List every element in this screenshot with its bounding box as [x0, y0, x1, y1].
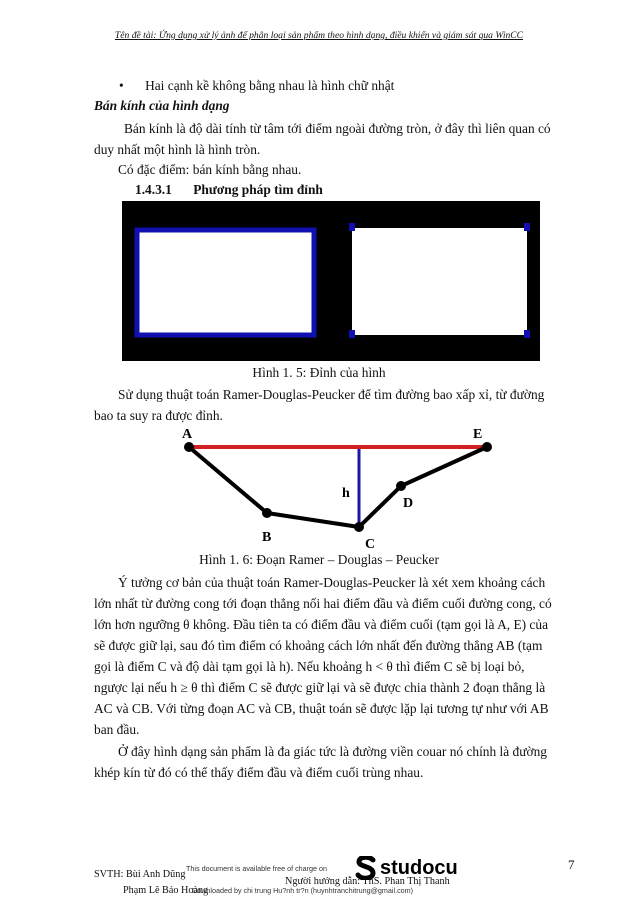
label-d: D — [403, 496, 414, 511]
figure-rdp-diagram — [176, 424, 496, 554]
studocu-logo[interactable] — [355, 856, 458, 880]
point-c — [354, 522, 364, 532]
figure-caption-2: Hình 1. 6: Đoạn Ramer – Douglas – Peucker — [199, 552, 439, 567]
paragraph-line: duy nhất một hình là hình tròn. — [94, 142, 261, 157]
point-a — [184, 442, 194, 452]
label-a: A — [182, 427, 193, 442]
blue-outline-rectangle — [137, 230, 314, 335]
white-rectangle — [352, 228, 527, 335]
page-header: Tên đề tài: Ứng dụng xử lý ảnh để phân loại sản phẩm theo hình dạng, điều khiển và giám sát qua WinCC — [114, 30, 524, 41]
footer-available-notice: This document is available free of charge on — [186, 864, 328, 873]
curve-polyline — [189, 447, 487, 527]
point-d — [396, 481, 406, 491]
paragraph-line: Ý tưởng cơ bản của thuật toán Ramer-Douglas-Peucker là xét xem khoảng cách — [118, 575, 546, 590]
paragraph-line: bao ta suy ra được đỉnh. — [94, 408, 223, 423]
label-b: B — [262, 530, 272, 545]
vertex-marker — [349, 223, 355, 231]
vertex-marker — [524, 330, 530, 338]
subsection-number: 1.4.3.1 — [135, 182, 172, 197]
rdp-diagram-svg — [176, 424, 496, 554]
vertex-marker — [524, 223, 530, 231]
paragraph-line: lớn nhất từ đường cong tới đoạn thẳng nối hai điểm đầu và điểm cuối đường cong, có — [94, 596, 552, 611]
figure-caption-1: Hình 1. 5: Đỉnh của hình — [252, 365, 386, 380]
paragraph-line: ngược lại nếu h ≥ θ thì điểm C sẽ được giữ lại và sẽ được chia thành 2 đoạn thẳng là — [94, 680, 546, 695]
paragraph-line: ban đầu. — [94, 722, 140, 737]
paragraph-line: lớn hơn ngưỡng θ không. Đầu tiên ta có điểm đầu và điểm cuối (tạm gọi là A, E) của — [94, 617, 549, 632]
section-heading: Bán kính của hình dạng — [94, 98, 230, 113]
subsection-title: Phương pháp tìm đỉnh — [193, 182, 323, 197]
paragraph-line: sẽ được giữ lại, sau đó tìm điểm có khoảng cách lớn nhất đến đường thẳng AB (tạm — [94, 638, 543, 653]
label-c: C — [365, 537, 376, 552]
point-e — [482, 442, 492, 452]
label-e: E — [473, 427, 483, 442]
paragraph-line: AC và CB. Với từng đoạn AC và CB, thuật toán sẽ được lặp lại tương tự như với AB — [94, 701, 549, 716]
figure-vertices — [122, 201, 540, 361]
paragraph-line: gọi là điểm C và độ dài tạm gọi là h). Nếu khoảng h < θ thì điểm C sẽ bị loại bỏ, — [94, 659, 525, 674]
footer-advisor: Người hướng dẫn: ThS. Phan Thị Thanh — [285, 876, 450, 887]
footer-download-notice: Downloaded by chi trung Hu?nh tr?n (huynhtranchitrung@gmail.com) — [192, 886, 414, 895]
bullet-glyph: • — [119, 78, 124, 93]
paragraph-line: Bán kính là độ dài tính từ tâm tới điểm ngoài đường tròn, ở đây thì liên quan có — [124, 121, 551, 136]
paragraph-line: Có đặc điểm: bán kính bằng nhau. — [118, 162, 302, 177]
bullet-line — [119, 77, 394, 94]
paragraph-line: khép kín từ đó có thể thấy điểm đầu và điểm cuối trùng nhau. — [94, 765, 424, 780]
subsection-heading — [135, 181, 323, 198]
figure-vertices-svg — [122, 201, 540, 361]
studocu-logo-text: studocu — [380, 856, 458, 879]
vertex-marker — [349, 330, 355, 338]
point-b — [262, 508, 272, 518]
footer-student-1: SVTH: Bùi Anh Dũng — [94, 869, 186, 880]
page-number: 7 — [568, 857, 575, 872]
studocu-logo-icon — [355, 856, 377, 880]
label-h: h — [342, 486, 350, 501]
bullet-text: Hai cạnh kề không bằng nhau là hình chữ nhật — [145, 78, 395, 93]
footer-student-2: Phạm Lê Bảo Hoàng — [123, 885, 209, 896]
paragraph-line: Sử dụng thuật toán Ramer-Douglas-Peucker để tìm đường bao xấp xỉ, từ đường — [118, 387, 545, 402]
paragraph-line: Ở đây hình dạng sản phẩm là đa giác tức là đường viền couar nó chính là đường — [118, 744, 547, 759]
